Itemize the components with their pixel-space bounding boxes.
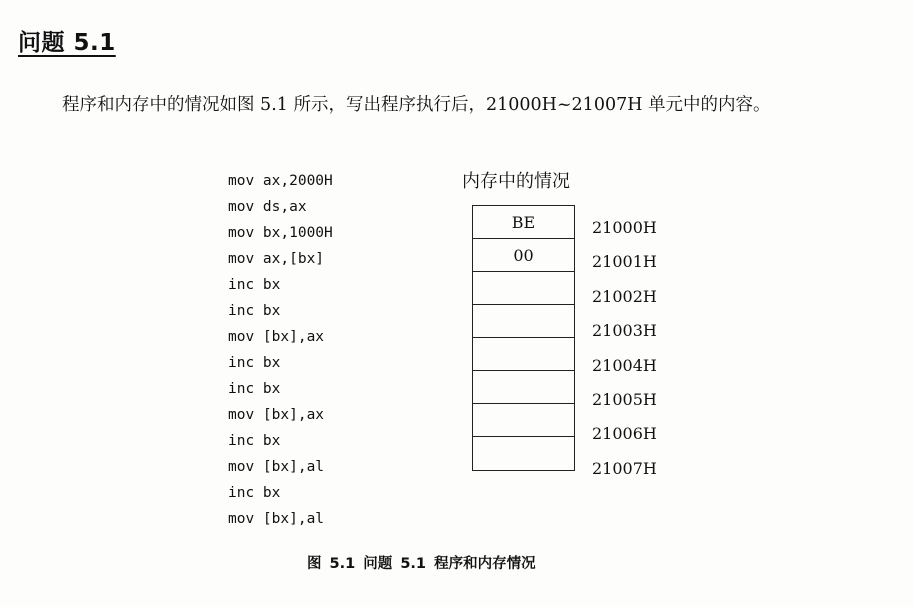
memory-cell [473, 437, 574, 470]
code-line: mov ax,2000H [228, 173, 333, 189]
code-line: mov [bx],al [228, 511, 325, 527]
code-line: mov ax,[bx] [228, 251, 325, 267]
code-listing [228, 168, 333, 532]
memory-table [472, 205, 575, 471]
question-text: 程序和内存中的情况如图 5.1 所示，写出程序执行后，21000H~21007H 单元中的内容。 [62, 95, 771, 115]
code-line: inc bx [228, 433, 281, 449]
code-line: inc bx [228, 355, 281, 371]
memory-cell [473, 404, 574, 437]
memory-cell [473, 305, 574, 338]
code-line: inc bx [228, 381, 281, 397]
code-line: inc bx [228, 303, 281, 319]
memory-cell [473, 371, 574, 404]
code-line: mov bx,1000H [228, 225, 333, 241]
memory-cell [473, 272, 574, 305]
code-line: mov [bx],ax [228, 329, 325, 345]
memory-title: 内存中的情况 [462, 171, 570, 192]
memory-address: 21006H [592, 424, 657, 444]
figure-caption: 图 5.1 问题 5.1 程序和内存情况 [307, 556, 536, 572]
code-line: mov [bx],al [228, 459, 325, 475]
code-line: mov [bx],ax [228, 407, 325, 423]
code-line: mov ds,ax [228, 199, 307, 215]
memory-address: 21003H [592, 321, 657, 341]
memory-address: 21007H [592, 458, 657, 478]
memory-cell: 00 [473, 239, 574, 272]
memory-cell: BE [473, 206, 574, 239]
memory-address: 21000H [592, 218, 657, 237]
memory-address: 21005H [592, 389, 657, 409]
memory-address: 21001H [592, 252, 657, 272]
memory-cell [473, 338, 574, 371]
memory-address: 21002H [592, 286, 657, 306]
memory-addresses [592, 211, 657, 486]
problem-title: 问题 5.1 [18, 30, 116, 56]
code-line: inc bx [228, 485, 281, 501]
code-line: inc bx [228, 277, 281, 293]
memory-address: 21004H [592, 355, 657, 375]
